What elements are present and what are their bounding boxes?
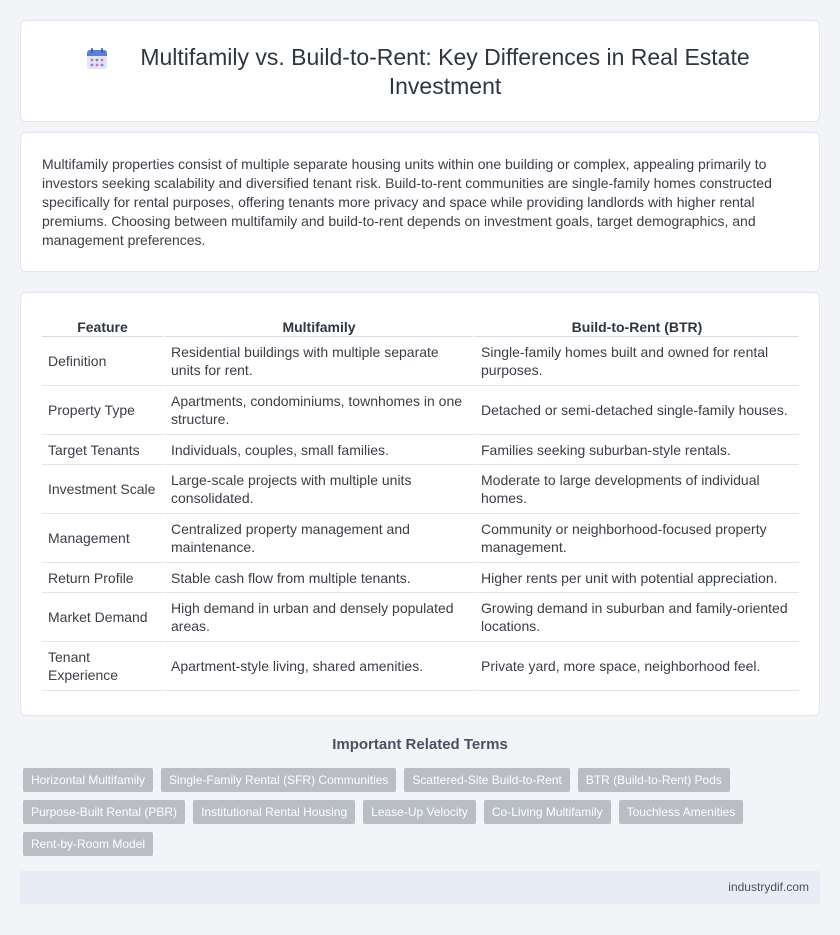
header-card — [20, 20, 820, 122]
intro-card — [20, 132, 820, 272]
btr-cell: Community or neighborhood-focused property management. — [473, 514, 799, 563]
table-row — [42, 337, 799, 386]
multifamily-cell: Stable cash flow from multiple tenants. — [163, 563, 473, 593]
table-row — [42, 642, 799, 691]
related-term-tag[interactable]: Lease-Up Velocity — [363, 800, 476, 824]
multifamily-cell: Apartment-style living, shared amenities. — [163, 642, 473, 691]
comparison-card — [20, 292, 820, 716]
related-term-tag[interactable]: Institutional Rental Housing — [193, 800, 355, 824]
feature-cell: Return Profile — [42, 563, 163, 593]
multifamily-cell: Individuals, couples, small families. — [163, 435, 473, 465]
btr-cell: Families seeking suburban-style rentals. — [473, 435, 799, 465]
btr-cell: Detached or semi-detached single-family houses. — [473, 386, 799, 435]
related-terms-list — [23, 768, 783, 856]
intro-paragraph: Multifamily properties consist of multiple separate housing units within one building or complex, appealing primarily to investors seeking scalability and diversified tenant risk. Build-to-rent communities are single-family homes constructed specifically for rental purposes, offering tenants more privacy and space while providing landlords with higher rental premiums. Choosing between multifamily and build-to-rent depends on investment goals, target demographics, and management preferences. — [42, 156, 772, 248]
table-row — [42, 386, 799, 435]
column-header-btr: Build-to-Rent (BTR) — [473, 315, 799, 337]
table-row — [42, 465, 799, 514]
related-term-tag[interactable]: Co-Living Multifamily — [484, 800, 611, 824]
column-header-feature: Feature — [42, 315, 163, 337]
comparison-table — [42, 315, 799, 691]
related-term-tag[interactable]: BTR (Build-to-Rent) Pods — [578, 768, 730, 792]
feature-cell: Tenant Experience — [42, 642, 163, 691]
related-term-tag[interactable]: Purpose-Built Rental (PBR) — [23, 800, 185, 824]
table-row — [42, 435, 799, 465]
btr-cell: Private yard, more space, neighborhood feel. — [473, 642, 799, 691]
feature-cell: Investment Scale — [42, 465, 163, 514]
feature-cell: Target Tenants — [42, 435, 163, 465]
multifamily-cell: Centralized property management and maintenance. — [163, 514, 473, 563]
related-terms-heading: Important Related Terms — [332, 736, 508, 753]
table-row — [42, 514, 799, 563]
footer-site-link[interactable]: industrydif.com — [728, 880, 809, 894]
feature-cell: Property Type — [42, 386, 163, 435]
related-term-tag[interactable]: Single-Family Rental (SFR) Communities — [161, 768, 396, 792]
multifamily-cell: Apartments, condominiums, townhomes in one structure. — [163, 386, 473, 435]
multifamily-cell: Residential buildings with multiple separate units for rent. — [163, 337, 473, 386]
btr-cell: Moderate to large developments of individual homes. — [473, 465, 799, 514]
feature-cell: Definition — [42, 337, 163, 386]
table-row — [42, 593, 799, 642]
related-term-tag[interactable]: Horizontal Multifamily — [23, 768, 153, 792]
btr-cell: Single-family homes built and owned for rental purposes. — [473, 337, 799, 386]
feature-cell: Market Demand — [42, 593, 163, 642]
btr-cell: Higher rents per unit with potential appreciation. — [473, 563, 799, 593]
footer — [20, 871, 820, 904]
table-row — [42, 563, 799, 593]
multifamily-cell: Large-scale projects with multiple units consolidated. — [163, 465, 473, 514]
btr-cell: Growing demand in suburban and family-oriented locations. — [473, 593, 799, 642]
related-term-tag[interactable]: Scattered-Site Build-to-Rent — [404, 768, 569, 792]
multifamily-cell: High demand in urban and densely populated areas. — [163, 593, 473, 642]
related-term-tag[interactable]: Rent-by-Room Model — [23, 832, 153, 856]
table-header-row — [42, 315, 799, 337]
feature-cell: Management — [42, 514, 163, 563]
related-term-tag[interactable]: Touchless Amenities — [619, 800, 744, 824]
page-title: Multifamily vs. Build-to-Rent: Key Differences in Real Estate Investment — [140, 44, 750, 99]
column-header-multifamily: Multifamily — [163, 315, 473, 337]
